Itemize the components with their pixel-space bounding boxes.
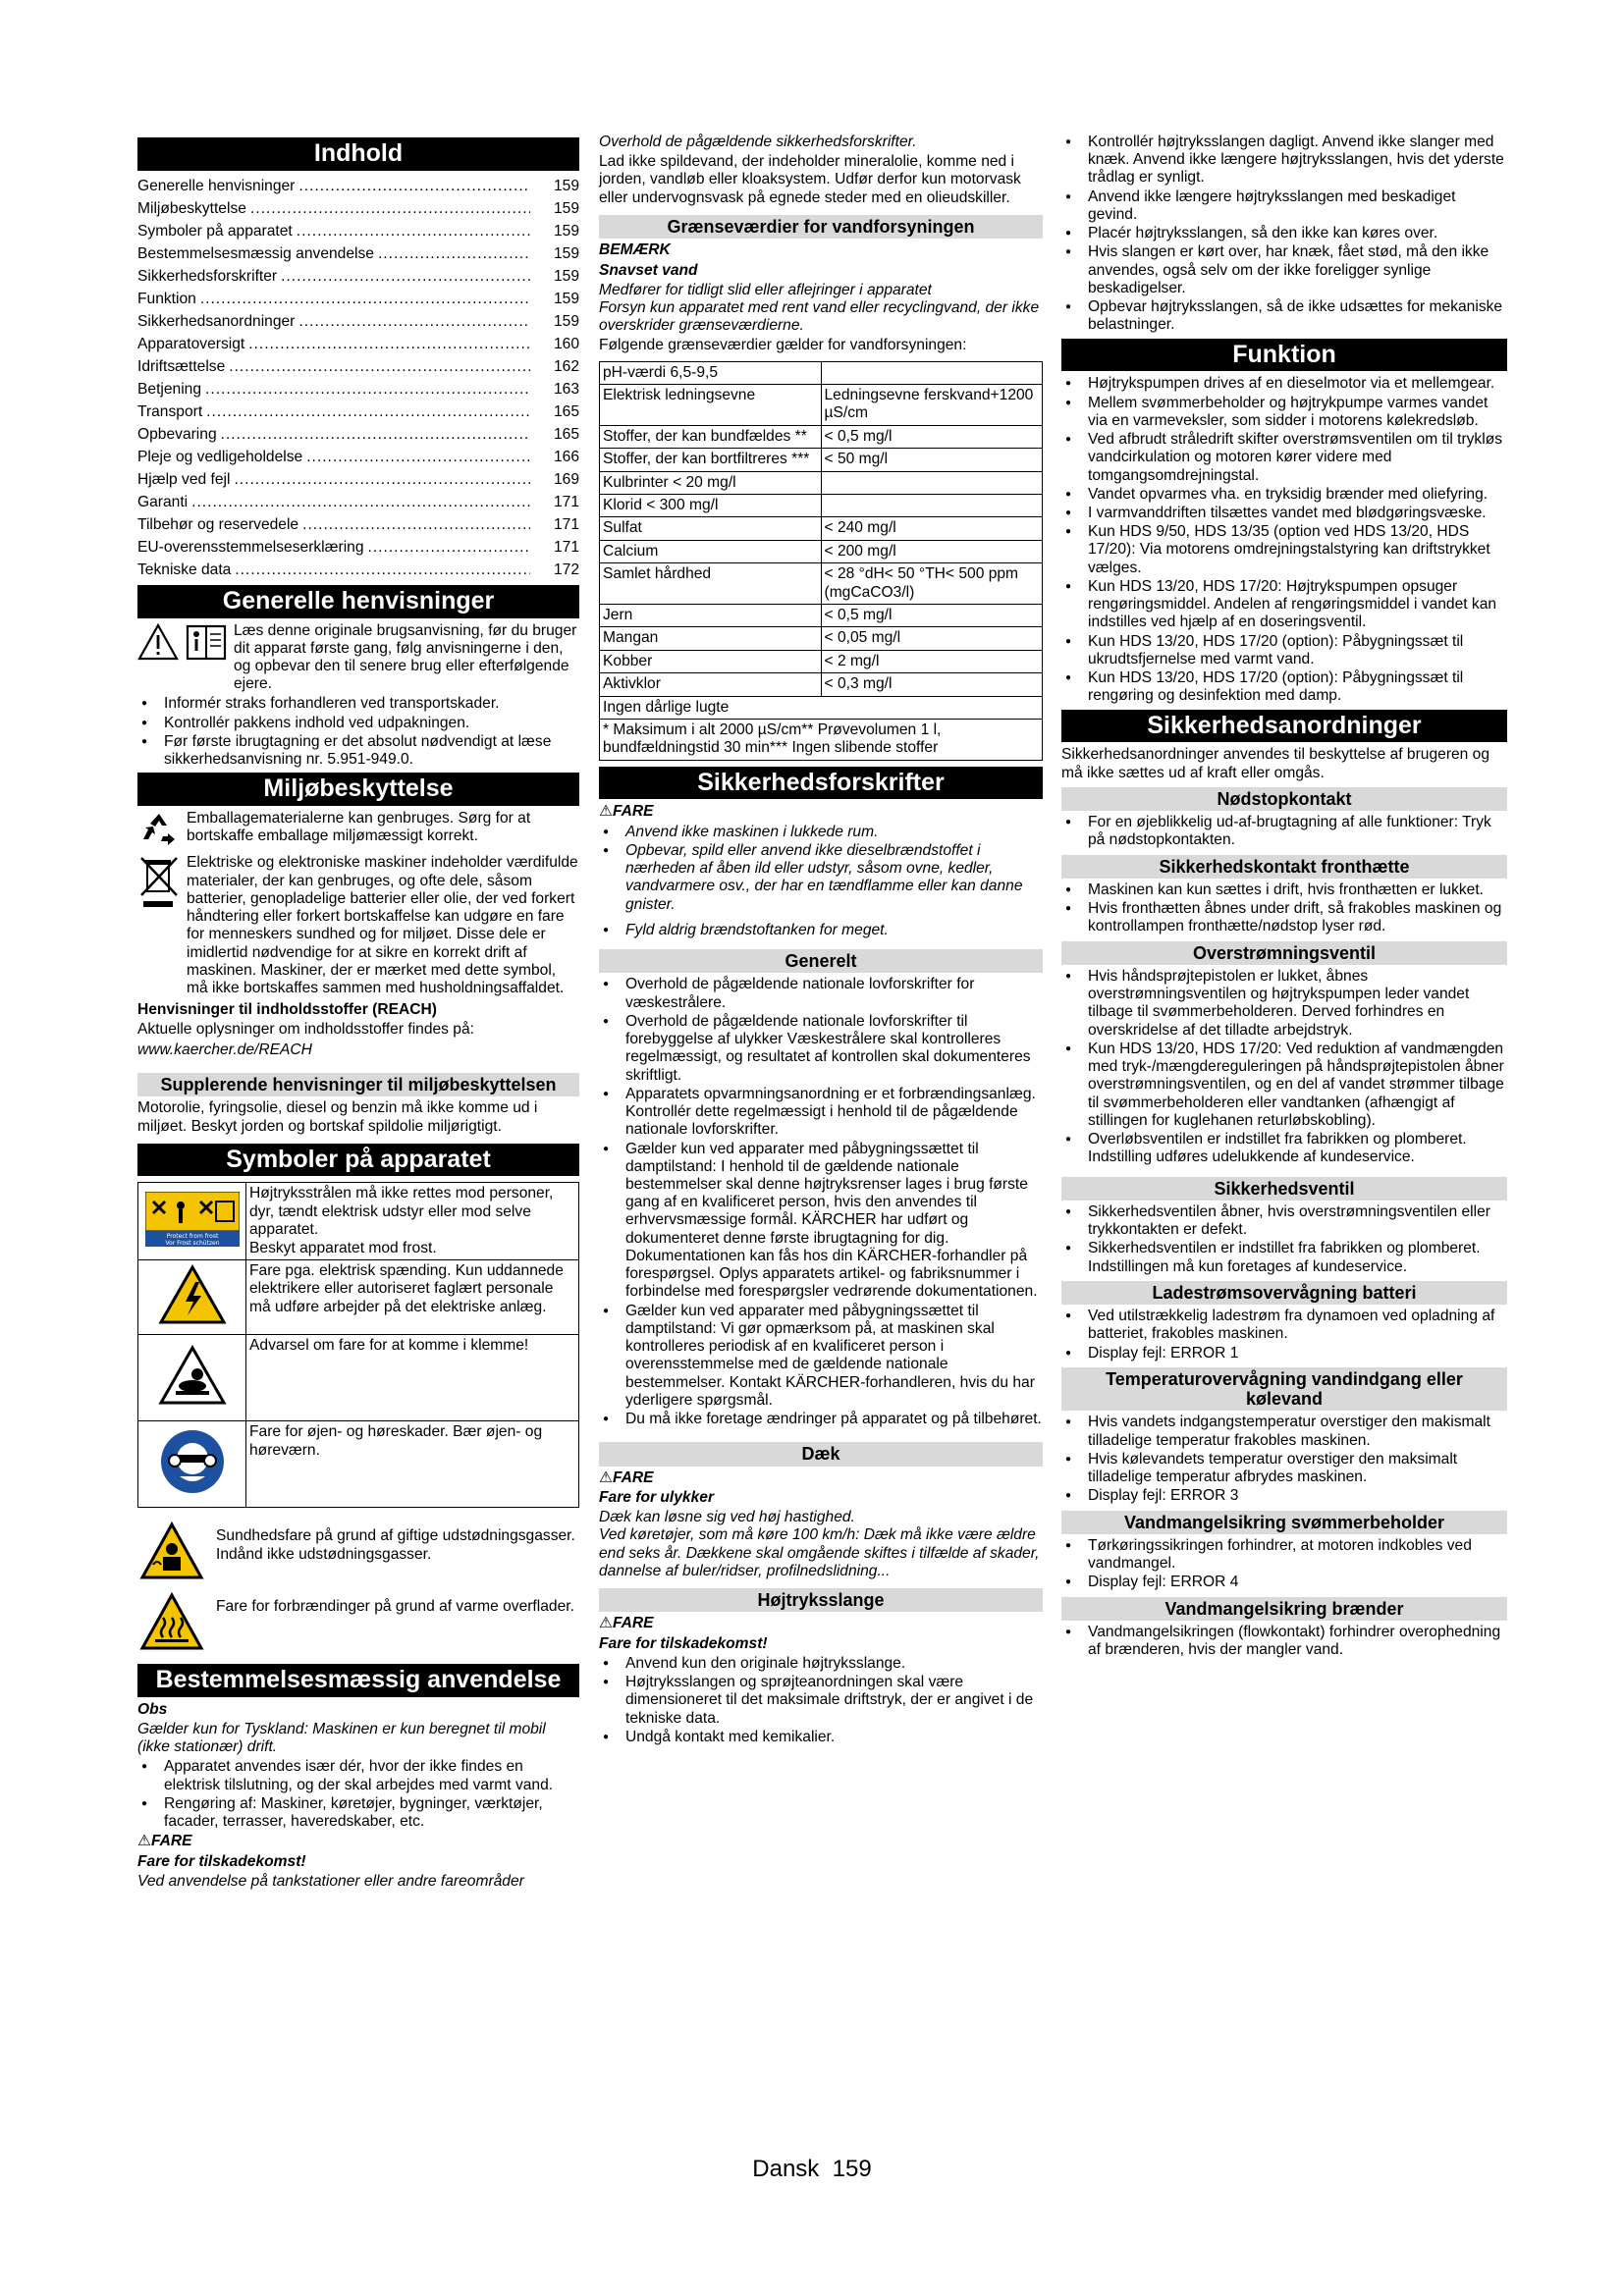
list-item: ● Gælder kun ved apparater med påbygningssættet til damptilstand: I henhold til de gældende nationale bestemmelser skal denne højtryksrenser lages i brug første gang af en kvalificeret person, hvis den anvendes til erhvervsmæssige formål. KÄRCHER har udført og dokumenteret denne første ibrugtagning for dig. Dokumentationen kan fås hos din KÄRCHER-forhandler på forespørgsel. Oplys apparatets artikel- og fabriksnummer i forbindelse med forespørgsler vedrørende dokumentationen.: [599, 1141, 1043, 1302]
list-item: ● Før første ibrugtagning er det absolut nødvendigt at læse sikkerhedsanvisning nr. 5.951-949.0.: [137, 733, 579, 769]
warning-small-icon: ⚠: [599, 1468, 613, 1486]
crossed-bin-icon: [137, 854, 181, 914]
list-item: ● Anvend ikke længere højtryksslangen med beskadiget gevind.: [1061, 188, 1507, 224]
danger-sub: Fare for tilskadekomst!: [137, 1852, 306, 1870]
list-item: ● Kun HDS 9/50, HDS 13/35 (option ved HDS 13/20, HDS 17/20): Via motorens omdrejningstalstyring kan driftstrykket vælges.: [1061, 523, 1507, 577]
supp-title: Supplerende henvisninger til miljøbeskyttelsen: [137, 1073, 579, 1096]
table-row: [600, 540, 1043, 562]
toc-entry-page: 165: [553, 425, 579, 443]
list-item: ● Hvis fronthætten åbnes under drift, så frakobles maskinen og kontrollampen fronthætte/nødstop lyser rød.: [1061, 900, 1507, 935]
hose-list: [599, 1655, 1043, 1746]
limit-value: < 0,5 mg/l: [821, 604, 1043, 626]
limit-value: [821, 361, 1043, 384]
list-item: ● Vandet opvarmes vha. en tryksidig brænder med oliefyring.: [1061, 486, 1507, 504]
warning-small-icon: ⚠: [599, 803, 613, 821]
recycling-icon: [137, 810, 181, 854]
toc-entry-label: Generelle henvisninger: [137, 177, 296, 194]
toc-entry[interactable]: [137, 491, 579, 513]
list-item: ● Sikkerhedsventilen er indstillet fra fabrikken og plomberet. Indstillingen må kun foretages af kundeservice.: [1061, 1240, 1507, 1275]
limit-value: [821, 495, 1043, 517]
env-title: Miljøbeskyttelse: [137, 773, 579, 806]
general-rules-list: [599, 976, 1043, 1428]
note-text: Medfører for tidligt slid eller aflejringer i apparatet Forsyn kun apparatet med rent vand eller recyclingvand, der ikke overskrider grænseværdierne.: [599, 281, 1040, 335]
limit-parameter: Aktivklor: [600, 673, 822, 696]
list-item: ● Opbevar højtryksslangen, så de ikke udsættes for mekaniske belastninger.: [1061, 298, 1507, 334]
table-row: [600, 385, 1043, 426]
toxic-gas-text: Sundhedsfare på grund af giftige udstødningsgasser. Indånd ikke udstødningsgasser.: [216, 1527, 575, 1563]
wastewater-text: Lad ikke spildevand, der indeholder mineralolie, komme ned i jorden, vandløb eller kloaksystem. Udfør derfor kun motorvask eller undervognsvask på egnede steder med en olieudskiller.: [599, 153, 1021, 206]
reach-title: Henvisninger til indholdsstoffer (REACH): [137, 1001, 437, 1019]
page-number: 159: [832, 2156, 872, 2182]
limit-parameter: Stoffer, der kan bundfældes **: [600, 425, 822, 448]
hose-check-list: [1061, 133, 1507, 335]
table-row: [600, 449, 1043, 471]
toc-entry-label: Transport: [137, 402, 203, 420]
toc-entry-label: Funktion: [137, 290, 196, 307]
table-row: [138, 1260, 579, 1335]
general-subtitle: Generelt: [599, 949, 1043, 973]
limit-value: < 0,05 mg/l: [821, 627, 1043, 650]
table-row: [600, 471, 1043, 494]
table-of-contents: [137, 175, 579, 581]
list-item: ● Display fejl: ERROR 4: [1061, 1574, 1507, 1591]
toc-entry-label: Tekniske data: [137, 561, 232, 578]
continued-text: Overhold de pågældende sikkerhedsforskrifter.: [599, 133, 917, 150]
toc-leader-dots: [200, 288, 530, 310]
toc-entry[interactable]: [137, 197, 579, 220]
list-item: ● Mellem svømmerbeholder og højtrykpumpe varmes vandet via en varmeveksler, som sidder i motorens kølekredsløb.: [1061, 395, 1507, 430]
toc-entry-page: 169: [553, 470, 579, 488]
toc-entry-page: 162: [553, 357, 579, 375]
toc-entry[interactable]: [137, 288, 579, 310]
table-row: [138, 1335, 579, 1421]
wlack2-list: [1061, 1624, 1507, 1659]
list-item: ● Anvend ikke maskinen i lukkede rum.: [599, 824, 1043, 841]
toc-leader-dots: [206, 400, 530, 423]
limit-parameter: Elektrisk ledningsevne: [600, 385, 822, 426]
limit-parameter: Calcium: [600, 540, 822, 562]
toc-leader-dots: [205, 378, 530, 400]
table-row: [138, 1183, 579, 1260]
function-list: [1061, 375, 1507, 705]
symbols-table: [137, 1182, 579, 1508]
devices-intro: Sikkerhedsanordninger anvendes til beskyttelse af brugeren og må ikke sættes ud af kraft eller omgås.: [1061, 746, 1490, 781]
hot-surface-icon: [137, 1592, 206, 1656]
note-sub: Snavset vand: [599, 261, 698, 279]
toc-entry[interactable]: [137, 265, 579, 288]
danger-label: FARE: [150, 1833, 192, 1850]
toc-entry[interactable]: [137, 423, 579, 446]
toc-entry[interactable]: [137, 220, 579, 242]
list-item: ● Maskinen kan kun sættes i drift, hvis fronthætten er lukket.: [1061, 881, 1507, 899]
danger-label: FARE: [612, 803, 654, 821]
estop-title: Nødstopkontakt: [1061, 787, 1507, 811]
tyre-text: Dæk kan løsne sig ved høj hastighed. Ved køretøjer, som må køre 100 km/h: Dæk må ikke være ældre end seks år. Dækkene skal omgående skiftes i tilfælde af skader, dannelse af buler/ridser, profilnedslidning...: [599, 1509, 1040, 1579]
list-item: ● For en øjeblikkelig ud-af-brugtagning af alle funktioner: Tryk på nødstopkontakten.: [1061, 814, 1507, 849]
function-title: Funktion: [1061, 339, 1507, 372]
limits-table: [599, 361, 1043, 761]
toc-entry-page: 163: [553, 380, 579, 398]
table-row: [600, 495, 1043, 517]
limit-odour: Ingen dårlige lugte: [600, 696, 1043, 719]
table-row: [600, 696, 1043, 719]
toc-leader-dots: [235, 559, 530, 581]
limits-title: Grænseværdier for vandforsyningen: [599, 215, 1043, 239]
symbol-text: Fare for øjen- og høreskader. Bær øjen- og høreværn.: [246, 1421, 579, 1508]
toc-entry-page: 166: [553, 448, 579, 465]
warning-small-icon: ⚠: [599, 1615, 613, 1632]
toc-entry[interactable]: [137, 446, 579, 468]
limit-value: < 28 °dH< 50 °TH< 500 ppm (mgCaCO3/l): [821, 563, 1043, 605]
toc-leader-dots: [306, 446, 530, 468]
table-row: [600, 673, 1043, 696]
list-item: ● Undgå kontakt med kemikalier.: [599, 1729, 1043, 1746]
charge-list: [1061, 1308, 1507, 1362]
toc-entry[interactable]: [137, 310, 579, 333]
toc-entry[interactable]: [137, 175, 579, 197]
limits-intro: Følgende grænseværdier gælder for vandforsyningen:: [599, 337, 967, 354]
toc-entry[interactable]: [137, 355, 579, 378]
toc-entry[interactable]: [137, 242, 579, 265]
warning-triangle-icon: [137, 622, 179, 667]
list-item: ● Gælder kun ved apparater med påbygningssættet til damptilstand: Vi gør opmærksom på, at maskinen skal kontrolleres periodisk af en kvalificeret person i overensstemmelse med de gældende nationale bestemmelser. Kontakt KÄRCHER-forhandleren, hvis du har yderligere spørgsmål.: [599, 1303, 1043, 1410]
list-item: ● Apparatets opvarmningsanordning er et forbrændingsanlæg. Kontrollér dette regelmæssigt i henhold til de pågældende nationale lovforskrifter.: [599, 1086, 1043, 1140]
toc-entry-label: Bestemmelsesmæssig anvendelse: [137, 244, 374, 262]
tyre-title: Dæk: [599, 1442, 1043, 1466]
toc-leader-dots: [248, 333, 530, 355]
toc-entry-label: Sikkerhedsanordninger: [137, 312, 296, 330]
limit-value: < 0,5 mg/l: [821, 425, 1043, 448]
toc-entry-label: Sikkerhedsforskrifter: [137, 267, 278, 285]
env-packaging: Emballagematerialerne kan genbruges. Sørg for at bortskaffe emballage miljømæssigt korrekt.: [187, 810, 531, 845]
toc-entry[interactable]: [137, 400, 579, 423]
wlack-list: [1061, 1537, 1507, 1592]
list-item: ● Hvis slangen er kørt over, har knæk, fået stød, må den ikke anvendes, også selv om der ikke foreligger synlige beskadigelser.: [1061, 243, 1507, 297]
symbols-title: Symboler på apparatet: [137, 1144, 579, 1177]
pinch-hazard-icon: [138, 1335, 246, 1421]
toc-leader-dots: [298, 175, 530, 197]
general-title: Generelle henvisninger: [137, 585, 579, 618]
toc-leader-dots: [191, 491, 530, 513]
toc-entry[interactable]: [137, 536, 579, 559]
list-item: ● Rengøring af: Maskiner, køretøjer, bygninger, værktøjer, facader, terrasser, haveredskaber, etc.: [137, 1795, 579, 1831]
danger-text: Ved anvendelse på tankstationer eller andre fareområder: [137, 1872, 524, 1890]
toc-entry-page: 172: [553, 561, 579, 578]
reach-url[interactable]: www.kaercher.de/REACH: [137, 1041, 312, 1058]
hose-sub: Fare for tilskadekomst!: [599, 1634, 768, 1652]
list-item: ● Anvend kun den originale højtryksslange.: [599, 1655, 1043, 1673]
list-item: ● Display fejl: ERROR 3: [1061, 1487, 1507, 1505]
list-item: ● Apparatet anvendes især dér, hvor der ikke findes en elektrisk tilslutning, og der skal arbejdes med varmt vand.: [137, 1758, 579, 1793]
toc-leader-dots: [281, 265, 530, 288]
devices-title: Sikkerhedsanordninger: [1061, 710, 1507, 743]
toc-leader-dots: [234, 468, 530, 491]
toc-entry-label: Opbevaring: [137, 425, 217, 443]
limit-value: < 240 mg/l: [821, 517, 1043, 540]
front-title: Sikkerhedskontakt fronthætte: [1061, 855, 1507, 879]
toc-entry-page: 171: [553, 493, 579, 510]
toc-leader-dots: [302, 513, 530, 536]
toc-leader-dots: [221, 423, 530, 446]
list-item: ● Placér højtryksslangen, så den ikke kan køres over.: [1061, 225, 1507, 242]
safety-list: [599, 824, 1043, 939]
supp-text: Motorolie, fyringsolie, diesel og benzin må ikke komme ud i miljøet. Beskyt jorden og bortskaf spildolie miljørigtigt.: [137, 1099, 538, 1135]
footer-language: Dansk: [752, 2156, 820, 2182]
toc-entry-label: Symboler på apparatet: [137, 222, 293, 240]
env-electronics: Elektriske og elektroniske maskiner indeholder værdifulde materialer, der kan genbruges, og ofte dele, såsom batterier, genopladelige batterier eller olie, der ved forkert håndtering eller forkert bortskaffelse kan udgøre en fare for menneskers sundhed og for miljøet. Disse dele er imidlertid nødvendige for at sikre en korrekt drift af maskinen. Maskiner, der er mærket med dette symbol, må ikke bortskaffes sammen med husholdningsaffaldet.: [187, 854, 578, 996]
toc-entry-page: 159: [553, 267, 579, 285]
table-row: [600, 719, 1043, 760]
column-2: [599, 133, 1043, 1748]
limit-value: Ledningsevne ferskvand+1200 µS/cm: [821, 385, 1043, 426]
note-label: BEMÆRK: [599, 241, 671, 259]
intended-list: [137, 1758, 579, 1831]
limit-parameter: pH-værdi 6,5-9,5: [600, 361, 822, 384]
list-item: ● Overhold de pågældende nationale lovforskrifter for væskestrålere.: [599, 976, 1043, 1011]
limit-parameter: Samlet hårdhed: [600, 563, 822, 605]
toc-entry-label: Tilbehør og reservedele: [137, 515, 299, 533]
toc-entry-page: 159: [553, 290, 579, 307]
safetyvalve-list: [1061, 1203, 1507, 1276]
limit-parameter: Klorid < 300 mg/l: [600, 495, 822, 517]
toc-entry-label: Idriftsættelse: [137, 357, 226, 375]
page-footer: [0, 2156, 1624, 2183]
hot-surface-text: Fare for forbrændinger på grund af varme overflader.: [216, 1597, 574, 1615]
limit-parameter: Kobber: [600, 650, 822, 672]
limit-footnote: * Maksimum i alt 2000 µS/cm** Prøvevolumen 1 l, bundfældningstid 30 min*** Ingen slibende stoffer: [600, 719, 1043, 760]
list-item: ● I varmvanddriften tilsættes vandet med blødgøringsvæske.: [1061, 505, 1507, 522]
toc-entry-label: Pleje og vedligeholdelse: [137, 448, 303, 465]
table-row: [600, 650, 1043, 672]
toc-entry-page: 165: [553, 402, 579, 420]
list-item: ● Kun HDS 13/20, HDS 17/20 (option): Påbygningssæt til rengøring og desinfektion med damp.: [1061, 669, 1507, 705]
toc-entry-label: Hjælp ved fejl: [137, 470, 231, 488]
list-item: ● Vandmangelsikringen (flowkontakt) forhindrer overophedning af brænderen, hvis der mangler vand.: [1061, 1624, 1507, 1659]
toc-entry-page: 160: [553, 335, 579, 352]
safety-title: Sikkerhedsforskrifter: [599, 767, 1043, 800]
obs-text: Gælder kun for Tyskland: Maskinen er kun beregnet til mobil (ikke stationær) drift.: [137, 1720, 546, 1756]
toc-title: Indhold: [137, 137, 579, 171]
limit-value: < 2 mg/l: [821, 650, 1043, 672]
limit-value: [821, 471, 1043, 494]
toc-leader-dots: [297, 220, 530, 242]
toxic-gas-icon: [137, 1522, 206, 1585]
wlack-title: Vandmangelsikring svømmerbeholder: [1061, 1511, 1507, 1534]
list-item: ● Kontrollér højtryksslangen dagligt. Anvend ikke slanger med knæk. Anvend ikke længere højtryksslangen, hvis det yderste trådlag er synligt.: [1061, 133, 1507, 187]
list-item: ● Opbevar, spild eller anvend ikke dieselbrændstoffet i nærheden af åben ild eller udstyr, såsom ovne, kedler, vandvarmere osv., der har en tændflamme eller kan danne gnister.: [599, 842, 1043, 914]
table-row: [600, 563, 1043, 605]
toc-entry[interactable]: [137, 513, 579, 536]
table-row: [600, 361, 1043, 384]
toc-entry-page: 159: [553, 312, 579, 330]
wlack2-title: Vandmangelsikring brænder: [1061, 1597, 1507, 1621]
warning-small-icon: ⚠: [137, 1833, 151, 1850]
reach-text: Aktuelle oplysninger om indholdsstoffer findes på:: [137, 1021, 474, 1039]
symbol-text: Fare pga. elektrisk spænding. Kun uddannede elektrikere eller autoriseret faglært personale må udføre arbejder på det elektriske anlæg.: [246, 1260, 579, 1335]
toc-entry-label: Apparatoversigt: [137, 335, 245, 352]
general-intro: Læs denne originale brugsanvisning, før du bruger dit apparat første gang, følg anvisningerne i den, og opbevar den til senere brug eller efterfølgende ejere.: [234, 621, 577, 693]
symbol-text: Højtryksstrålen må ikke rettes mod personer, dyr, tændt elektrisk udstyr eller mod selve apparatet. Beskyt apparatet mod frost.: [246, 1183, 579, 1260]
limit-value: < 50 mg/l: [821, 449, 1043, 471]
tyre-sub: Fare for ulykker: [599, 1488, 715, 1506]
table-row: [600, 604, 1043, 626]
safetyvalve-title: Sikkerhedsventil: [1061, 1177, 1507, 1201]
temp-list: [1061, 1414, 1507, 1505]
list-item: ● Kun HDS 13/20, HDS 17/20 (option): Påbygningssæt til ukrudtsfjernelse med varmt vand.: [1061, 633, 1507, 668]
toc-entry-page: 171: [553, 515, 579, 533]
toc-entry-page: 159: [553, 222, 579, 240]
limit-value: < 200 mg/l: [821, 540, 1043, 562]
toc-entry[interactable]: [137, 333, 579, 355]
table-row: [600, 425, 1043, 448]
read-manual-icon: [185, 622, 228, 667]
toc-entry-label: Betjening: [137, 380, 202, 398]
list-item: ● Kun HDS 13/20, HDS 17/20: Ved reduktion af vandmængden med tryk-/mængdereguleringen på håndsprøjtepistolen åbner overstrømningsventilen, og en del af vandet strømmer tilbage til svømmerbeholderen eller vandtanken (afhængigt af stillingen for kuglehanen returløbskobling).: [1061, 1041, 1507, 1130]
intended-title: Bestemmelsesmæssig anvendelse: [137, 1664, 579, 1697]
list-item: ● Højtrykspumpen drives af en dieselmotor via et mellemgear.: [1061, 375, 1507, 393]
list-item: ● Sikkerhedsventilen åbner, hvis overstrømningsventilen eller trykkontakten er defekt.: [1061, 1203, 1507, 1239]
limit-parameter: Kulbrinter < 20 mg/l: [600, 471, 822, 494]
svg-text:Protect from frost: Protect from frost: [166, 1232, 218, 1240]
list-item: ● Display fejl: ERROR 1: [1061, 1345, 1507, 1362]
estop-list: [1061, 814, 1507, 849]
toc-entry-page: 171: [553, 538, 579, 556]
limit-value: < 0,3 mg/l: [821, 673, 1043, 696]
front-list: [1061, 881, 1507, 936]
overflow-title: Overstrømningsventil: [1061, 941, 1507, 965]
list-item: ● Kun HDS 13/20, HDS 17/20: Højtrykspumpen opsuger rengøringsmiddel. Andelen af rengøringsmiddel i vandet kan indstilles ved hjælp af en doseringsventil.: [1061, 578, 1507, 632]
limit-parameter: Jern: [600, 604, 822, 626]
toc-leader-dots: [378, 242, 530, 265]
toc-leader-dots: [250, 197, 530, 220]
toc-entry-label: EU-overensstemmelseserklæring: [137, 538, 364, 556]
list-item: ● Tørkøringssikringen forhindrer, at motoren indkobles ved vandmangel.: [1061, 1537, 1507, 1573]
general-list: [137, 695, 579, 769]
list-item: ● Hvis kølevandets temperatur overstiger den maksimalt tilladelige temperatur afbrydes maskinen.: [1061, 1451, 1507, 1486]
list-item: ● Kontrollér pakkens indhold ved udpakningen.: [137, 715, 579, 732]
toc-leader-dots: [298, 310, 530, 333]
list-item: ● Ved utilstrækkelig ladestrøm fra dynamoen ved opladning af batteriet, frakobles maskinen.: [1061, 1308, 1507, 1343]
high-pressure-jet-icon: [138, 1183, 246, 1260]
toc-leader-dots: [229, 355, 530, 378]
limit-parameter: Sulfat: [600, 517, 822, 540]
toc-entry-label: Miljøbeskyttelse: [137, 199, 246, 217]
limit-parameter: Stoffer, der kan bortfiltreres ***: [600, 449, 822, 471]
list-item: ● Ved afbrudt stråledrift skifter overstrømsventilen om til trykløs vandcirkulation og motoren kører videre med tomgangsomdrejningstal.: [1061, 431, 1507, 485]
table-row: [600, 517, 1043, 540]
electric-voltage-icon: [138, 1260, 246, 1335]
hose-title: Højtryksslange: [599, 1588, 1043, 1612]
list-item: ● Hvis vandets indgangstemperatur overstiger den makismalt tilladelige temperatur frakobles maskinen.: [1061, 1414, 1507, 1449]
list-item: ● Overløbsventilen er indstillet fra fabrikken og plomberet. Indstilling udføres udelukkende af kundeservice.: [1061, 1131, 1507, 1166]
limit-parameter: Mangan: [600, 627, 822, 650]
column-3: [1061, 133, 1507, 1661]
toc-entry-page: 159: [553, 244, 579, 262]
list-item: ● Højtryksslangen og sprøjteanordningen skal være dimensioneret til det maksimale driftstryk, der er angivet i de tekniske data.: [599, 1674, 1043, 1728]
toc-entry-page: 159: [553, 177, 579, 194]
toc-entry[interactable]: [137, 378, 579, 400]
list-item: ● Fyld aldrig brændstoftanken for meget.: [599, 922, 1043, 939]
table-row: [138, 1421, 579, 1508]
column-1: [137, 133, 579, 1893]
toc-entry-page: 159: [553, 199, 579, 217]
symbol-text: Advarsel om fare for at komme i klemme!: [246, 1335, 579, 1421]
temp-title: Temperaturovervågning vandindgang eller kølevand: [1061, 1367, 1507, 1412]
toc-entry[interactable]: [137, 468, 579, 491]
toc-entry-label: Garanti: [137, 493, 189, 510]
svg-text:Vor Frost schützen: Vor Frost schützen: [164, 1239, 220, 1247]
toc-entry[interactable]: [137, 559, 579, 581]
obs-label: Obs: [137, 1700, 168, 1718]
overflow-list: [1061, 968, 1507, 1167]
list-item: ● Du må ikke foretage ændringer på apparatet og på tilbehøret.: [599, 1411, 1043, 1428]
list-item: ● Overhold de pågældende nationale lovforskrifter til forebyggelse af ulykker Væskestrålere skal kontrolleres regelmæssigt, og resultatet af kontrollen skal dokumenteres skriftligt.: [599, 1013, 1043, 1085]
danger-label: FARE: [612, 1615, 654, 1632]
list-item: ● Hvis håndsprøjtepistolen er lukket, åbnes overstrømningsventilen og højtrykspumpen leder vandet tilbage til svømmerbeholderen. Derved forhindres en overskridelse af det tilladte arbejdstryk.: [1061, 968, 1507, 1040]
table-row: [600, 627, 1043, 650]
charge-title: Ladestrømsovervågning batteri: [1061, 1281, 1507, 1305]
toc-leader-dots: [368, 536, 530, 559]
eye-ear-protection-icon: [138, 1421, 246, 1508]
danger-label: FARE: [612, 1468, 654, 1486]
list-item: ● Informér straks forhandleren ved transportskader.: [137, 695, 579, 713]
